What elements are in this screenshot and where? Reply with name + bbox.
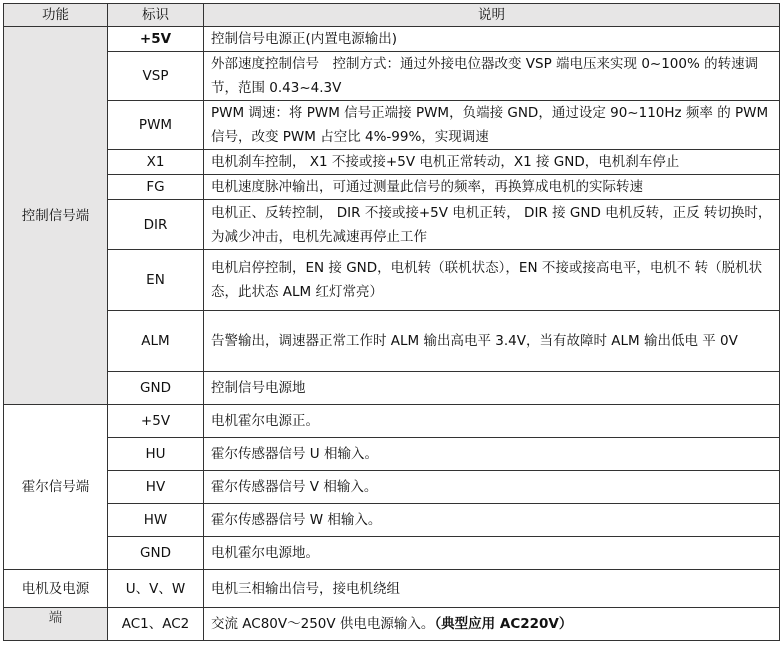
- row-desc: 霍尔传感器信号 V 相输入。: [204, 471, 780, 504]
- row-mark: +5V: [108, 405, 204, 438]
- table-row: [4, 27, 780, 52]
- header-desc: 说明: [204, 4, 780, 27]
- row-mark: +5V: [108, 27, 204, 52]
- row-mark: GND: [108, 372, 204, 405]
- header-row: [4, 4, 780, 27]
- header-mark: 标识: [108, 4, 204, 27]
- group-func-control: 控制信号端: [4, 27, 108, 405]
- row-desc: PWM 调速：将 PWM 信号正端接 PWM，负端接 GND，通过设定 90~110Hz 频率 的 PWM 信号，改变 PWM 占空比 4%-99%，实现调速: [204, 101, 780, 150]
- row-desc: 控制信号电源地: [204, 372, 780, 405]
- table-row: [4, 250, 780, 311]
- row-desc: 霍尔传感器信号 U 相输入。: [204, 438, 780, 471]
- table-row: [4, 471, 780, 504]
- table-row: [4, 175, 780, 200]
- row-mark: FG: [108, 175, 204, 200]
- row-desc: 控制信号电源正(内置电源输出): [204, 27, 780, 52]
- table-row: [4, 150, 780, 175]
- row-mark: X1: [108, 150, 204, 175]
- row-desc: 电机速度脉冲输出，可通过测量此信号的频率，再换算成电机的实际转速: [204, 175, 780, 200]
- table-row: [4, 438, 780, 471]
- row-mark: ALM: [108, 311, 204, 372]
- terminal-spec-table: [3, 3, 780, 641]
- row-desc: 外部速度控制信号 控制方式：通过外接电位器改变 VSP 端电压来实现 0~100% 的转速调节，范围 0.43~4.3V: [204, 52, 780, 101]
- row-mark: VSP: [108, 52, 204, 101]
- table-row: [4, 405, 780, 438]
- row-mark: U、V、W: [108, 570, 204, 608]
- row-desc: 霍尔传感器信号 W 相输入。: [204, 504, 780, 537]
- row-desc: 电机启停控制，EN 接 GND，电机转（联机状态），EN 不接或接高电平，电机不 转（脱机状态，此状态 ALM 红灯常亮）: [204, 250, 780, 311]
- row-desc: [204, 608, 780, 641]
- group-func-hall: 霍尔信号端: [4, 405, 108, 570]
- row-desc: 告警输出，调速器正常工作时 ALM 输出高电平 3.4V，当有故障时 ALM 输出低电 平 0V: [204, 311, 780, 372]
- table-row: [4, 570, 780, 608]
- row-mark: HU: [108, 438, 204, 471]
- group-func-terminal: 端: [4, 608, 108, 641]
- row-mark: GND: [108, 537, 204, 570]
- row-mark: HW: [108, 504, 204, 537]
- row-mark: HV: [108, 471, 204, 504]
- row-desc: 电机三相输出信号，接电机绕组: [204, 570, 780, 608]
- row-desc-text: 交流 AC80V～250V 供电电源输入。: [211, 616, 435, 632]
- row-mark: EN: [108, 250, 204, 311]
- row-mark: DIR: [108, 200, 204, 250]
- row-desc: 电机刹车控制， X1 不接或接+5V 电机正常转动，X1 接 GND，电机刹车停止: [204, 150, 780, 175]
- table-row: [4, 200, 780, 250]
- row-desc: 电机霍尔电源正。: [204, 405, 780, 438]
- table-row: [4, 311, 780, 372]
- header-func: 功能: [4, 4, 108, 27]
- table-row: [4, 537, 780, 570]
- table-row: [4, 504, 780, 537]
- table-row: [4, 608, 780, 641]
- row-mark: AC1、AC2: [108, 608, 204, 641]
- row-mark: PWM: [108, 101, 204, 150]
- table-row: [4, 372, 780, 405]
- table-row: [4, 101, 780, 150]
- row-desc: 电机霍尔电源地。: [204, 537, 780, 570]
- table-row: [4, 52, 780, 101]
- group-func-motor-power: 电机及电源: [4, 570, 108, 608]
- row-desc-bold-note: （典型应用 AC220V）: [434, 616, 573, 632]
- row-desc: 电机正、反转控制， DIR 不接或接+5V 电机正转， DIR 接 GND 电机反转，正反 转切换时，为减少冲击，电机先减速再停止工作: [204, 200, 780, 250]
